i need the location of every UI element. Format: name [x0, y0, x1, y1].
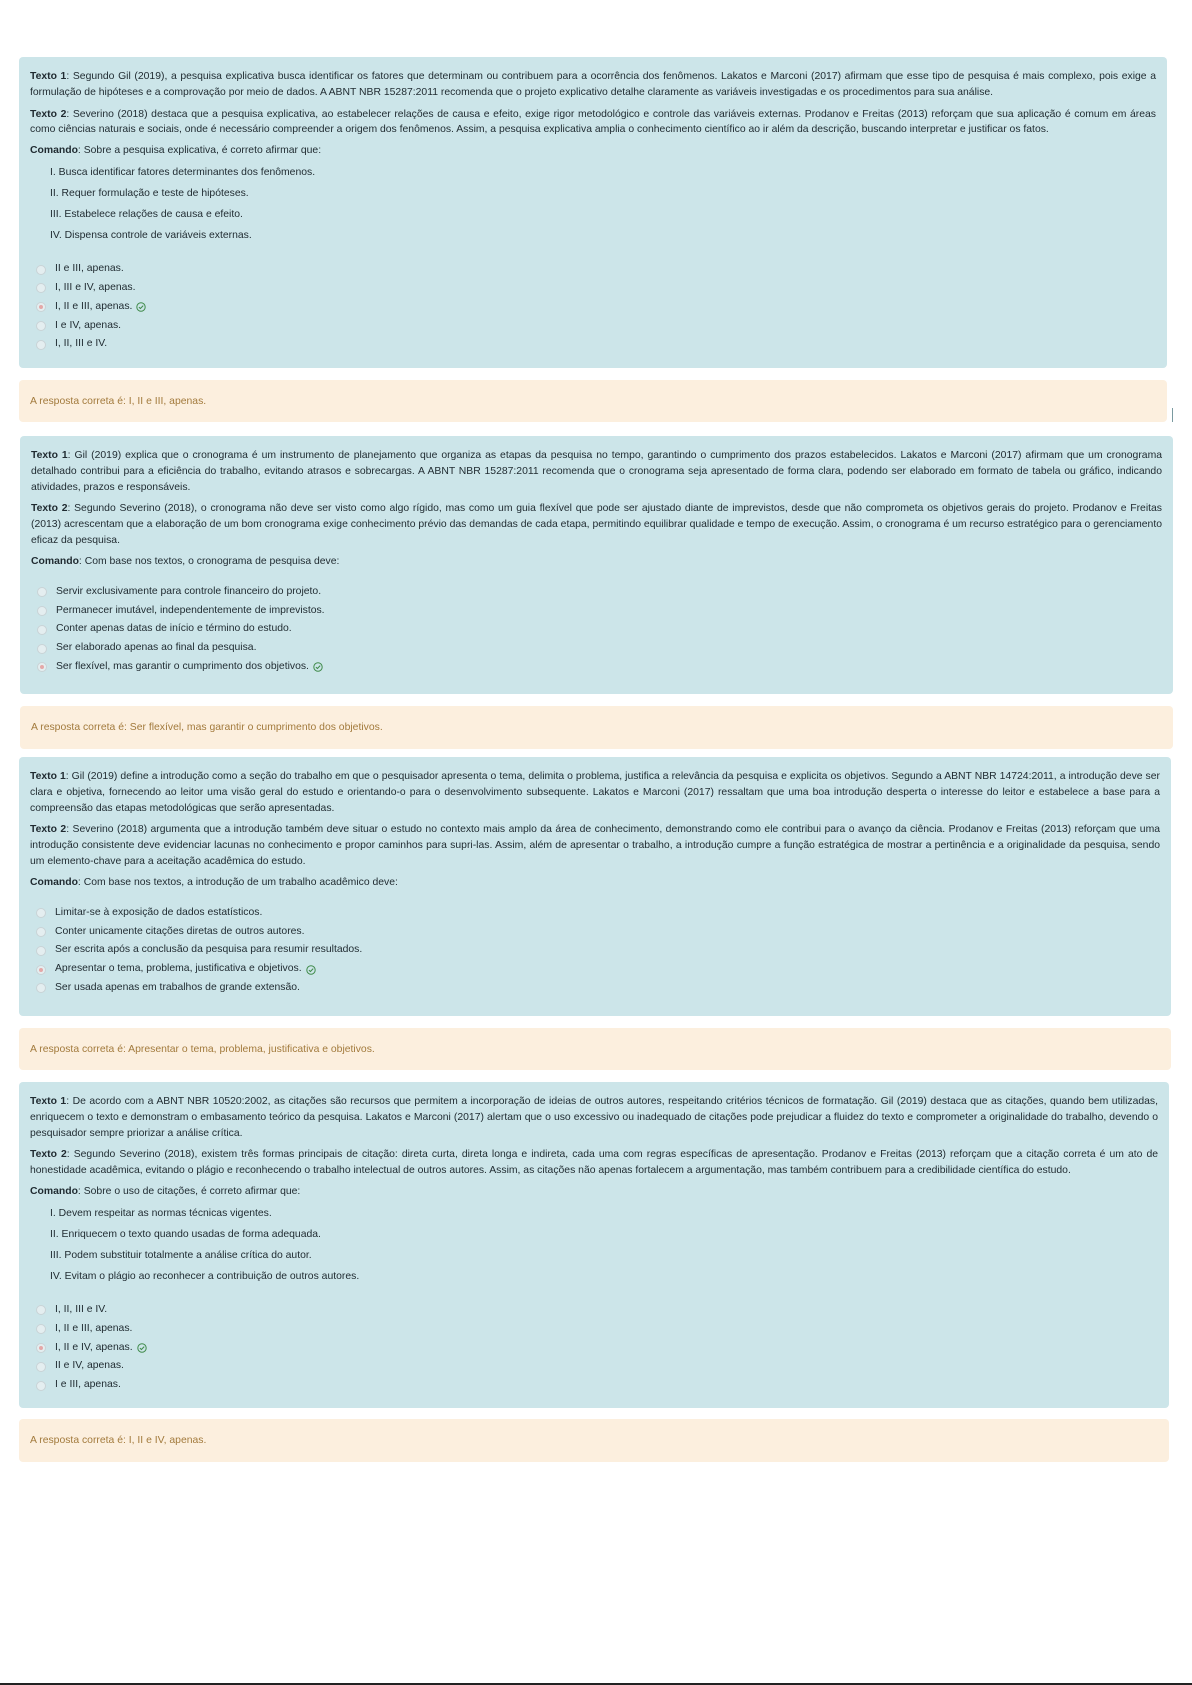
answer-option[interactable]	[36, 1357, 1158, 1376]
answer-option-label: Apresentar o tema, problema, justificativa e objetivos.	[55, 963, 302, 975]
texto2-content: Segundo Severino (2018), existem três formas principais de citação: direta curta, direta longa e indireta, cada uma com regras específicas de apresentação. Prodanov e Freitas (2013) reforçam que a citação correta é um ato de honestidade acadêmica, evitando o plágio e reconhecendo o trabalho intelectual de outros autores. Assim, as citações não apenas fortalecem a argumentação, mas também contribuem para a credibilidade científica do estudo.	[30, 1149, 1159, 1177]
answer-option-label: Ser flexível, mas garantir o cumprimento dos objetivos.	[56, 660, 309, 672]
answer-option-label: Conter apenas datas de início e término do estudo.	[56, 623, 292, 635]
feedback-text: A resposta correta é: I, II e III, apenas.	[30, 395, 207, 407]
radio-icon[interactable]	[36, 983, 46, 993]
feedback-box	[19, 380, 1167, 422]
answer-option[interactable]	[36, 1376, 1158, 1395]
feedback-text: A resposta correta é: Ser flexível, mas garantir o cumprimento dos objetivos.	[31, 722, 383, 733]
answer-option-label: I, II, III e IV.	[55, 1303, 108, 1315]
texto1-label: Texto 1	[30, 771, 66, 782]
feedback-text: A resposta correta é: I, II e IV, apenas.	[30, 1435, 207, 1446]
radio-icon[interactable]	[36, 283, 46, 293]
question-card	[19, 57, 1167, 368]
statement-item: I. Busca identificar fatores determinantes dos fenômenos.	[50, 167, 316, 179]
comando: Comando: Com base nos textos, a introdução de um trabalho acadêmico deve:	[30, 876, 398, 888]
radio-icon[interactable]	[36, 340, 46, 350]
radio-icon[interactable]	[36, 1362, 46, 1372]
check-circle-icon	[137, 1343, 147, 1353]
statement-item: II. Enriquecem o texto quando usadas de forma adequada.	[50, 1228, 321, 1240]
feedback-text: A resposta correta é: Apresentar o tema, problema, justificativa e objetivos.	[30, 1043, 375, 1055]
texto1-content: De acordo com a ABNT NBR 10520:2002, as citações são recursos que permitem a incorporação de ideias de outros autores, respeitando critérios técnicos de formatação. Gil (2019) destaca que as citações, quando bem utilizadas, enriquecem o texto e demonstram o embasamento teórico da pesquisa. Lakatos e Marconi (2017) alertam que o uso excessivo ou inadequado de citações pode prejudicar a fluidez do texto e comprometer a originalidade do trabalho, devendo o pesquisador sempre priorizar a análise crítica.	[30, 1096, 1159, 1139]
radio-icon[interactable]	[37, 625, 47, 635]
answer-option[interactable]	[36, 1320, 1158, 1339]
radio-selected-icon[interactable]	[36, 1343, 46, 1353]
answer-option-label: Conter unicamente citações diretas de outros autores.	[55, 925, 305, 937]
texto1-content: Gil (2019) explica que o cronograma é um instrumento de planejamento que organiza as etapas da pesquisa no tempo, garantindo o cumprimento dos prazos estabelecidos. Lakatos e Marconi (2017) afirmam que um cronograma detalhado contribui para a eficiência do trabalho, evitando atrasos e sobrecargas. A ABNT NBR 15287:2011 recomenda que o cronograma seja apresentado de forma clara, podendo ser elaborado em formato de tabela ou gráfico, indicando atividades, prazos e responsáveis.	[31, 450, 1162, 493]
texto2-content: Severino (2018) argumenta que a introdução também deve situar o estudo no contexto mais amplo da área de conhecimento, demonstrando como ele contribui para o avanço da ciência. Prodanov e Freitas (2013) reforçam que uma introdução consistente deve evidenciar lacunas no conhecimento e propor caminhos para supri-las. Assim, além de apresentar o trabalho, a introdução cumpre a função estratégica de mostrar a pertinência e a originalidade da pesquisa, sendo um elemento-chave para a aceitação acadêmica do estudo.	[30, 824, 1161, 867]
statement-item: IV. Evitam o plágio ao reconhecer a contribuição de outros autores.	[50, 1270, 360, 1282]
answer-option-selected[interactable]	[36, 1339, 1158, 1358]
radio-icon[interactable]	[36, 1305, 46, 1315]
radio-icon[interactable]	[36, 321, 46, 331]
radio-icon[interactable]	[36, 927, 46, 937]
radio-icon[interactable]	[37, 606, 47, 616]
check-circle-icon	[306, 965, 316, 975]
texto2: Texto 2: Severino (2018) destaca que a pesquisa explicativa, ao estabelecer relações de causa e efeito, exige rigor metodológico e controle das variáveis externas. Prodanov e Freitas (2013) reforçam que sua aplicação é comum em áreas como ciências naturais e sociais, onde é necessário compreender a origem dos fenômenos. Assim, a pesquisa explicativa amplia o conhecimento científico ao ir além da descrição, buscando interpretar e justificar os fatos.	[30, 108, 1156, 136]
answer-option[interactable]	[36, 260, 1156, 279]
comando-label: Comando	[30, 876, 78, 888]
answer-option-label: I, II e IV, apenas.	[55, 1341, 133, 1353]
statement-item: II. Requer formulação e teste de hipóteses.	[50, 188, 249, 200]
answer-option-label: II e IV, apenas.	[55, 1360, 124, 1372]
texto1-content: Segundo Gil (2019), a pesquisa explicativa busca identificar os fatores que determinam ou contribuem para a ocorrência dos fenômenos. Lakatos e Marconi (2017) afirmam que esse tipo de pesquisa é mais complexo, pois exige a formulação de hipóteses e a comprovação por meio de dados. A ABNT NBR 15287:2011 recomenda que o projeto explicativo detalhe claramente as variáveis investigadas e os procedimentos para sua análise.	[30, 71, 1156, 98]
comando-label: Comando	[30, 1185, 78, 1197]
answer-option[interactable]	[36, 923, 1160, 942]
answer-option-selected[interactable]	[37, 658, 1162, 677]
texto1-label: Texto 1	[30, 1096, 67, 1107]
answer-option-label: I, III e IV, apenas.	[55, 281, 136, 293]
answer-option-label: I, II e III, apenas.	[55, 1322, 133, 1334]
answer-options	[30, 904, 1160, 998]
answer-options	[31, 583, 1162, 677]
answer-option-label: II e III, apenas.	[55, 263, 124, 275]
texto2-content: Severino (2018) destaca que a pesquisa explicativa, ao estabelecer relações de causa e efeito, exige rigor metodológico e controle das variáveis externas. Prodanov e Freitas (2013) reforçam que sua aplicação é comum em áreas como ciências naturais e sociais, onde é necessário compreender a origem dos fenômenos. Assim, a pesquisa explicativa amplia o conhecimento científico ao ir além da descrição, buscando interpretar e justificar os fatos.	[30, 108, 1156, 136]
check-circle-icon	[313, 662, 323, 672]
answer-option-label: I e III, apenas.	[55, 1379, 121, 1391]
texto2-label: Texto 2	[30, 1149, 67, 1161]
texto2: Texto 2: Segundo Severino (2018), o cronograma não deve ser visto como algo rígido, mas como um guia flexível que pode ser ajustado diante de imprevistos, desde que não comprometa os objetivos gerais do projeto. Prodanov e Freitas (2013) acrescentam que a elaboração de um bom cronograma exige conhecimento prévio das demandas de cada etapa, permitindo equilibrar qualidade e tempo de execução. Assim, o cronograma é um recurso estratégico para o gerenciamento eficaz da pesquisa.	[31, 503, 1163, 546]
comando-content: Com base nos textos, o cronograma de pesquisa deve:	[84, 555, 340, 567]
answer-option[interactable]	[37, 620, 1162, 639]
answer-option[interactable]	[37, 639, 1162, 658]
comando-content: Com base nos textos, a introdução de um trabalho acadêmico deve:	[83, 876, 398, 888]
radio-selected-icon[interactable]	[36, 965, 46, 975]
radio-icon[interactable]	[36, 265, 46, 275]
radio-selected-icon[interactable]	[36, 302, 46, 312]
statement-item: III. Estabelece relações de causa e efeito.	[50, 209, 243, 221]
radio-icon[interactable]	[36, 908, 46, 918]
radio-icon[interactable]	[37, 644, 47, 654]
answer-option[interactable]	[36, 317, 1156, 336]
question-card	[19, 757, 1171, 1016]
feedback-box	[20, 706, 1173, 749]
answer-option[interactable]	[37, 602, 1162, 621]
texto1: Texto 1: Segundo Gil (2019), a pesquisa explicativa busca identificar os fatores que determinam ou contribuem para a ocorrência dos fenômenos. Lakatos e Marconi (2017) afirmam que esse tipo de pesquisa é mais complexo, pois exige a formulação de hipóteses e a comprovação por meio de dados. A ABNT NBR 15287:2011 recomenda que o projeto explicativo detalhe claramente as variáveis investigadas e os procedimentos para sua análise.	[30, 71, 1156, 98]
comando-label: Comando	[30, 145, 78, 157]
question-card	[20, 436, 1173, 694]
answer-option-label: Limitar-se à exposição de dados estatísticos.	[55, 906, 263, 918]
comando: Comando: Sobre a pesquisa explicativa, é correto afirmar que:	[30, 145, 322, 157]
texto2-label: Texto 2	[31, 503, 68, 515]
texto2-label: Texto 2	[30, 824, 67, 836]
scroll-marker	[1172, 408, 1173, 422]
answer-options	[30, 260, 1156, 354]
comando-content: Sobre o uso de citações, é correto afirmar que:	[83, 1185, 301, 1197]
answer-option-label: Ser elaborado apenas ao final da pesquisa.	[56, 642, 257, 654]
answer-option-selected[interactable]	[36, 960, 1160, 979]
radio-icon[interactable]	[37, 587, 47, 597]
answer-option-selected[interactable]	[36, 298, 1156, 317]
answer-option-label: I, II e III, apenas.	[55, 300, 133, 312]
radio-icon[interactable]	[36, 1381, 46, 1391]
texto1-label: Texto 1	[31, 450, 68, 461]
answer-option-label: Ser escrita após a conclusão da pesquisa para resumir resultados.	[55, 944, 363, 956]
comando: Comando: Com base nos textos, o cronograma de pesquisa deve:	[31, 555, 340, 567]
answer-option-label: I, II, III e IV.	[55, 338, 108, 350]
statement-item: III. Podem substituir totalmente a análise crítica do autor.	[50, 1249, 312, 1261]
feedback-box	[19, 1419, 1169, 1462]
answer-option-label: I e IV, apenas.	[55, 319, 122, 331]
feedback-box	[19, 1028, 1171, 1070]
texto2-label: Texto 2	[30, 108, 67, 120]
check-circle-icon	[136, 302, 146, 312]
radio-icon[interactable]	[36, 1324, 46, 1334]
texto2: Texto 2: Segundo Severino (2018), existem três formas principais de citação: direta curta, direta longa e indireta, cada uma com regras específicas de apresentação. Prodanov e Freitas (2013) reforçam que a citação correta é um ato de honestidade acadêmica, evitando o plágio e reconhecendo o trabalho intelectual de outros autores. Assim, as citações não apenas fortalecem a argumentação, mas também contribuem para a credibilidade científica do estudo.	[30, 1149, 1159, 1177]
texto1-content: Gil (2019) define a introdução como a seção do trabalho em que o pesquisador apresenta o tema, delimita o problema, justifica a relevância da pesquisa e explicita os objetivos. Segundo a ABNT NBR 14724:2011, a introdução deve ser clara e objetiva, fornecendo ao leitor uma visão geral do estudo e orientando-o para o desenvolvimento subsequente. Lakatos e Marconi (2017) ressaltam que uma boa introdução desperta o interesse do leitor e estabelece a base para a compreensão das etapas metodológicas que serão apresentadas.	[30, 771, 1160, 814]
statement-item: I. Devem respeitar as normas técnicas vigentes.	[50, 1207, 272, 1219]
comando-label: Comando	[31, 555, 79, 567]
answer-option-label: Servir exclusivamente para controle financeiro do projeto.	[56, 585, 322, 597]
statement-list	[30, 162, 1156, 246]
radio-icon[interactable]	[36, 946, 46, 956]
texto2-content: Segundo Severino (2018), o cronograma não deve ser visto como algo rígido, mas como um guia flexível que pode ser ajustado diante de imprevistos, desde que não comprometa os objetivos gerais do projeto. Prodanov e Freitas (2013) acrescentam que a elaboração de um bom cronograma exige conhecimento prévio das demandas de cada etapa, permitindo equilibrar qualidade e tempo de execução. Assim, o cronograma é um recurso estratégico para o gerenciamento eficaz da pesquisa.	[31, 503, 1163, 546]
statement-item: IV. Dispensa controle de variáveis externas.	[50, 230, 252, 242]
comando: Comando: Sobre o uso de citações, é correto afirmar que:	[30, 1185, 301, 1197]
answer-option[interactable]	[36, 335, 1156, 354]
answer-option[interactable]	[36, 1301, 1158, 1320]
texto1: Texto 1: Gil (2019) define a introdução como a seção do trabalho em que o pesquisador apresenta o tema, delimita o problema, justifica a relevância da pesquisa e explicita os objetivos. Segundo a ABNT NBR 14724:2011, a introdução deve ser clara e objetiva, fornecendo ao leitor uma visão geral do estudo e orientando-o para o desenvolvimento subsequente. Lakatos e Marconi (2017) ressaltam que uma boa introdução desperta o interesse do leitor e estabelece a base para a compreensão das etapas metodológicas que serão apresentadas.	[30, 771, 1160, 814]
answer-option[interactable]	[36, 904, 1160, 923]
comando-content: Sobre a pesquisa explicativa, é correto afirmar que:	[83, 145, 322, 157]
answer-options	[30, 1301, 1158, 1395]
texto1: Texto 1: Gil (2019) explica que o cronograma é um instrumento de planejamento que organiza as etapas da pesquisa no tempo, garantindo o cumprimento dos prazos estabelecidos. Lakatos e Marconi (2017) afirmam que um cronograma detalhado contribui para a eficiência do trabalho, evitando atrasos e sobrecargas. A ABNT NBR 15287:2011 recomenda que o cronograma seja apresentado de forma clara, podendo ser elaborado em formato de tabela ou gráfico, indicando atividades, prazos e responsáveis.	[31, 450, 1162, 493]
texto1: Texto 1: De acordo com a ABNT NBR 10520:2002, as citações são recursos que permitem a incorporação de ideias de outros autores, respeitando critérios técnicos de formatação. Gil (2019) destaca que as citações, quando bem utilizadas, enriquecem o texto e demonstram o embasamento teórico da pesquisa. Lakatos e Marconi (2017) alertam que o uso excessivo ou inadequado de citações pode prejudicar a fluidez do texto e comprometer a originalidade do trabalho, devendo o pesquisador sempre priorizar a análise crítica.	[30, 1096, 1159, 1139]
answer-option[interactable]	[36, 941, 1160, 960]
answer-option[interactable]	[36, 979, 1160, 998]
radio-selected-icon[interactable]	[37, 662, 47, 672]
answer-option[interactable]	[37, 583, 1162, 602]
question-card	[19, 1082, 1169, 1408]
texto1-label: Texto 1	[30, 71, 67, 82]
statement-list	[30, 1203, 1158, 1287]
answer-option-label: Ser usada apenas em trabalhos de grande extensão.	[55, 981, 300, 993]
answer-option-label: Permanecer imutável, independentemente de imprevistos.	[56, 604, 325, 616]
texto2: Texto 2: Severino (2018) argumenta que a introdução também deve situar o estudo no contexto mais amplo da área de conhecimento, demonstrando como ele contribui para o avanço da ciência. Prodanov e Freitas (2013) reforçam que uma introdução consistente deve evidenciar lacunas no conhecimento e propor caminhos para supri-las. Assim, além de apresentar o trabalho, a introdução cumpre a função estratégica de mostrar a pertinência e a originalidade da pesquisa, sendo um elemento-chave para a aceitação acadêmica do estudo.	[30, 824, 1161, 867]
answer-option[interactable]	[36, 279, 1156, 298]
